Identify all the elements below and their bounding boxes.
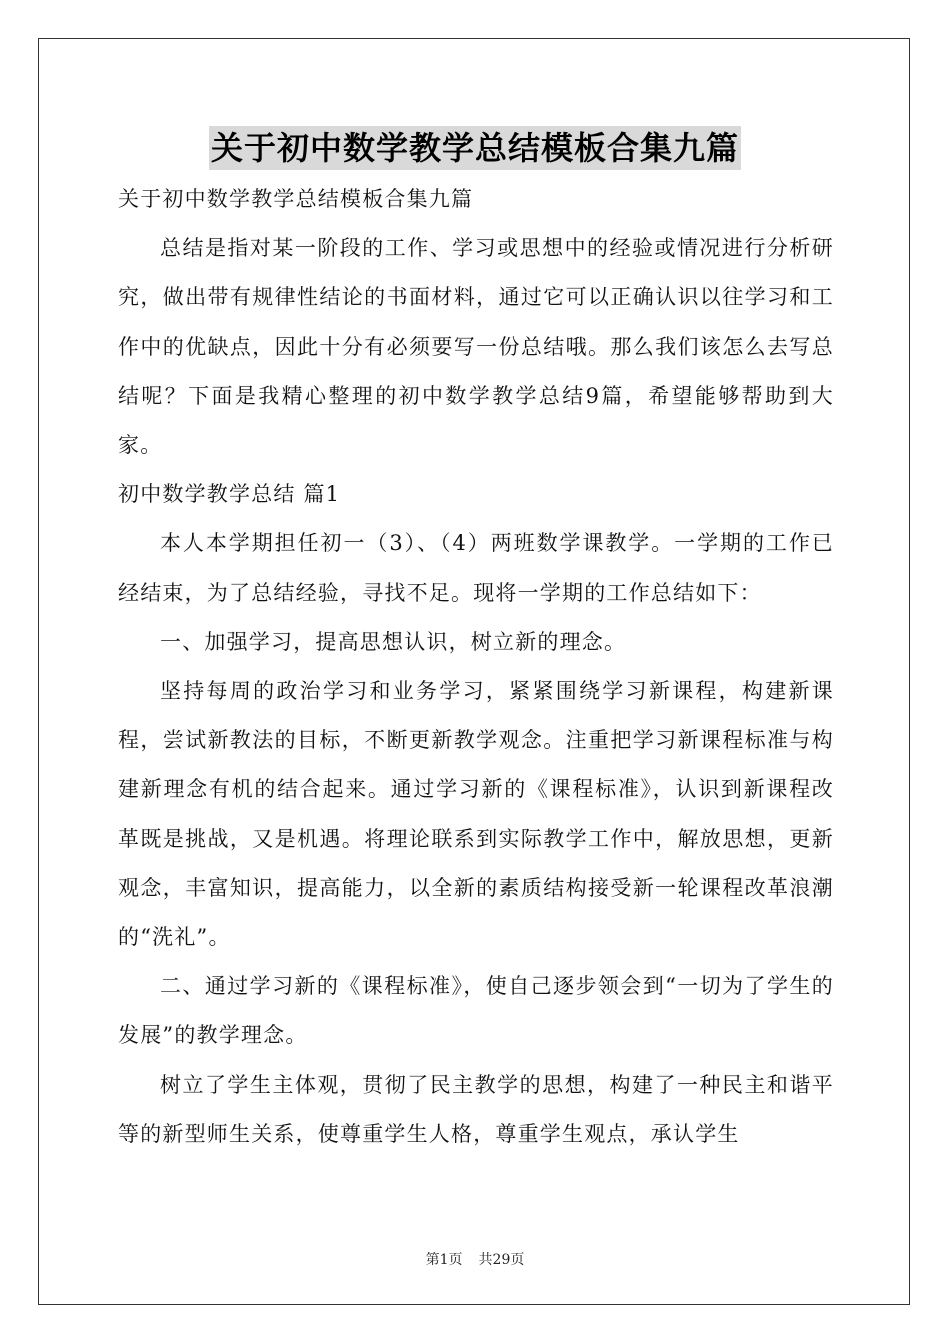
paragraph: 总结是指对某一阶段的工作、学习或思想中的经验或情况进行分析研究，做出带有规律性结论的书面材料，通过它可以正确认识以往学习和工作中的优缺点，因此十分有必须要写一份总结哦。那么我们该怎么去写总结呢？下面是我精心整理的初中数学教学总结9篇，希望能够帮助到大家。	[118, 236, 834, 458]
paragraph: 坚持每周的政治学习和业务学习，紧紧围绕学习新课程，构建新课程，尝试新教法的目标，不断更新教学观念。注重把学习新课程标准与构建新理念有机的结合起来。通过学习新的《课程标准》，认识到新课程改革既是挑战，又是机遇。将理论联系到实际教学工作中，解放思想，更新观念，丰富知识，提高能力，以全新的素质结构接受新一轮课程改革浪潮的“洗礼”。	[118, 679, 834, 950]
paragraph: 二、通过学习新的《课程标准》，使自己逐步领会到“一切为了学生的发展”的教学理念。	[118, 974, 834, 1048]
title-area	[0, 126, 950, 170]
paragraph: 本人本学期担任初一（3）、（4）两班数学课教学。一学期的工作已经结束，为了总结经验，寻找不足。现将一学期的工作总结如下：	[118, 531, 834, 605]
paragraph: 一、加强学习，提高思想认识，树立新的理念。	[160, 629, 627, 654]
document-body	[118, 175, 834, 1159]
page-footer	[0, 1250, 950, 1270]
page-total: 共29页	[478, 1252, 525, 1268]
paragraph: 树立了学生主体观，贯彻了民主教学的思想，构建了一种民主和谐平等的新型师生关系，使尊重学生人格，尊重学生观点，承认学生	[118, 1072, 834, 1146]
paragraph: 初中数学教学总结 篇1	[118, 482, 341, 507]
page-title: 关于初中数学教学总结模板合集九篇	[209, 126, 741, 170]
paragraph: 关于初中数学教学总结模板合集九篇	[118, 187, 474, 211]
page-number: 第1页	[425, 1252, 463, 1268]
